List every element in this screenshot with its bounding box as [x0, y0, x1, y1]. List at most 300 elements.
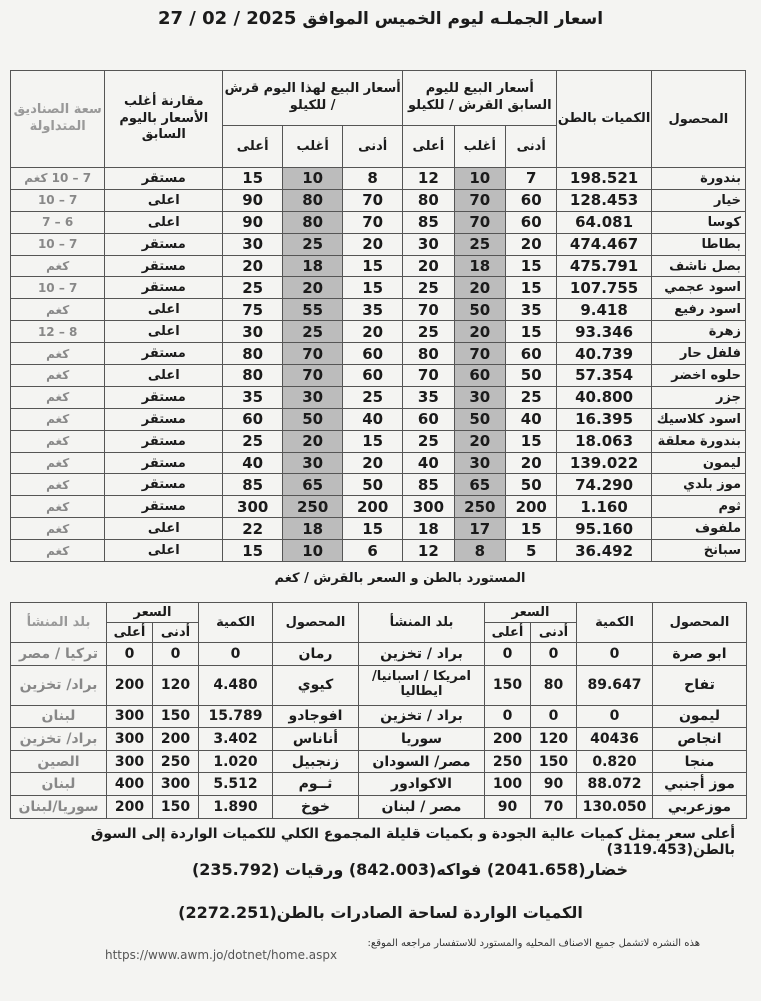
cell-t-high: 30	[223, 233, 283, 255]
cell-qty: 139.022	[557, 452, 651, 474]
cell-l-high: 300	[107, 728, 153, 751]
cell-p-high: 300	[403, 496, 454, 518]
cell-p-low: 15	[506, 255, 557, 277]
cell-r-low: 150	[531, 750, 577, 773]
cell-qty: 36.492	[557, 540, 651, 562]
cell-cmp: مستقر	[105, 386, 223, 408]
cell-t-com: 20	[283, 430, 343, 452]
title-text: اسعار الجملـه ليوم الخميس الموافق	[302, 9, 604, 29]
cell-name: فلفل حار	[651, 343, 745, 365]
cell-cmp: مستقر	[105, 277, 223, 299]
cell-box: 7 – 10	[11, 233, 105, 255]
cell-p-low: 15	[506, 430, 557, 452]
cell-r-qty: 89.647	[577, 665, 653, 705]
cell-r-high: 250	[485, 750, 531, 773]
cell-l-low: 250	[153, 750, 199, 773]
cell-r-qty: 0.820	[577, 750, 653, 773]
cell-t-low: 15	[343, 277, 403, 299]
cell-r-origin: براد / تخزين	[359, 705, 485, 728]
cell-r-name: ليمون	[653, 705, 747, 728]
cell-cmp: اعلى	[105, 518, 223, 540]
cell-p-low: 60	[506, 211, 557, 233]
table-row	[11, 518, 746, 540]
cell-qty: 107.755	[557, 277, 651, 299]
cell-r-low: 70	[531, 795, 577, 818]
cell-p-high: 35	[403, 386, 454, 408]
cell-t-com: 80	[283, 211, 343, 233]
cell-cmp: اعلى	[105, 189, 223, 211]
cell-cmp: مستقر	[105, 168, 223, 190]
cell-qty: 57.354	[557, 365, 651, 387]
cell-t-low: 40	[343, 408, 403, 430]
cell-t-low: 25	[343, 386, 403, 408]
cell-qty: 18.063	[557, 430, 651, 452]
footer-export-total: الكميات الواردة لساحة الصادرات بالطن(2272.251)	[178, 903, 583, 922]
imported-units-note: المستورد بالطن و السعر بالقرش / كغم	[274, 571, 526, 586]
header-prev-common: أغلب	[454, 126, 505, 168]
table-row	[11, 750, 747, 773]
cell-cmp: مستقر	[105, 233, 223, 255]
cell-name: جزر	[651, 386, 745, 408]
cell-p-com: 250	[454, 496, 505, 518]
cell-p-high: 25	[403, 277, 454, 299]
cell-box: كغم	[11, 474, 105, 496]
cell-r-origin: امريكا / اسبانيا/ايطاليا	[359, 665, 485, 705]
cell-cmp: مستقر	[105, 343, 223, 365]
cell-box: 7 – 10	[11, 189, 105, 211]
cell-t-low: 20	[343, 452, 403, 474]
cell-p-high: 80	[403, 189, 454, 211]
cell-l-high: 200	[107, 665, 153, 705]
fruit-header-low-r: أدنى	[531, 623, 577, 643]
cell-p-com: 70	[454, 211, 505, 233]
cell-p-high: 12	[403, 168, 454, 190]
cell-t-com: 65	[283, 474, 343, 496]
cell-qty: 93.346	[557, 321, 651, 343]
cell-l-high: 0	[107, 643, 153, 666]
cell-l-high: 300	[107, 705, 153, 728]
cell-cmp: اعلى	[105, 365, 223, 387]
header-compare: مقارنة أغلب الأسعار باليوم السابق	[105, 71, 223, 168]
cell-l-high: 200	[107, 795, 153, 818]
cell-r-qty: 130.050	[577, 795, 653, 818]
cell-box: كغم	[11, 518, 105, 540]
table-row	[11, 211, 746, 233]
cell-t-high: 90	[223, 211, 283, 233]
cell-t-com: 25	[283, 321, 343, 343]
cell-l-low: 200	[153, 728, 199, 751]
cell-t-high: 15	[223, 168, 283, 190]
cell-qty: 64.081	[557, 211, 651, 233]
cell-qty: 95.160	[557, 518, 651, 540]
cell-p-com: 17	[454, 518, 505, 540]
header-box: سعة الصناديق المتداولة	[11, 71, 105, 168]
cell-box: 7 – 10 كغم	[11, 168, 105, 190]
cell-r-high: 150	[485, 665, 531, 705]
cell-t-high: 300	[223, 496, 283, 518]
cell-l-qty: 3.402	[199, 728, 273, 751]
cell-p-com: 20	[454, 430, 505, 452]
cell-l-low: 150	[153, 795, 199, 818]
cell-box: كغم	[11, 299, 105, 321]
cell-p-high: 20	[403, 255, 454, 277]
cell-t-high: 25	[223, 277, 283, 299]
cell-r-origin: الاكوادور	[359, 773, 485, 796]
cell-p-high: 70	[403, 365, 454, 387]
cell-t-com: 50	[283, 408, 343, 430]
table-row	[11, 255, 746, 277]
cell-t-com: 20	[283, 277, 343, 299]
cell-p-low: 20	[506, 452, 557, 474]
cell-t-high: 80	[223, 365, 283, 387]
cell-p-low: 7	[506, 168, 557, 190]
cell-r-high: 200	[485, 728, 531, 751]
cell-box: 7 – 10	[11, 277, 105, 299]
cell-l-origin: سوريا/لبنان	[11, 795, 107, 818]
cell-l-origin: الصين	[11, 750, 107, 773]
cell-p-high: 60	[403, 408, 454, 430]
table-row	[11, 643, 747, 666]
cell-r-low: 80	[531, 665, 577, 705]
cell-t-high: 85	[223, 474, 283, 496]
cell-l-low: 0	[153, 643, 199, 666]
cell-r-origin: مصر/ السودان	[359, 750, 485, 773]
cell-t-low: 15	[343, 255, 403, 277]
page-title	[0, 8, 761, 29]
cell-l-name: ثــوم	[273, 773, 359, 796]
cell-p-com: 20	[454, 321, 505, 343]
cell-l-high: 400	[107, 773, 153, 796]
cell-t-com: 10	[283, 540, 343, 562]
table-row	[11, 474, 746, 496]
cell-t-com: 30	[283, 452, 343, 474]
cell-p-low: 5	[506, 540, 557, 562]
cell-t-com: 18	[283, 255, 343, 277]
cell-t-high: 90	[223, 189, 283, 211]
footer-category-totals: خضار(2041.658) فواكه(842.003) ورقيات (235.792)	[191, 860, 629, 879]
cell-t-high: 75	[223, 299, 283, 321]
table-row	[11, 233, 746, 255]
fruit-header-product-l: المحصول	[273, 603, 359, 643]
cell-qty: 16.395	[557, 408, 651, 430]
cell-qty: 40.739	[557, 343, 651, 365]
cell-qty: 475.791	[557, 255, 651, 277]
cell-l-origin: تركيا / مصر	[11, 643, 107, 666]
header-product: المحصول	[651, 71, 745, 168]
cell-l-origin: براد/ تخزين	[11, 728, 107, 751]
cell-name: موز بلدي	[651, 474, 745, 496]
fruit-price-table	[10, 602, 747, 819]
cell-t-com: 25	[283, 233, 343, 255]
header-prev-high: أعلى	[403, 126, 454, 168]
cell-l-low: 150	[153, 705, 199, 728]
cell-t-low: 200	[343, 496, 403, 518]
cell-r-high: 0	[485, 643, 531, 666]
table-row	[11, 321, 746, 343]
cell-l-qty: 4.480	[199, 665, 273, 705]
cell-name: حلوه اخضر	[651, 365, 745, 387]
table-row	[11, 343, 746, 365]
table-row	[11, 795, 747, 818]
cell-t-com: 70	[283, 343, 343, 365]
cell-cmp: مستقر	[105, 474, 223, 496]
cell-p-low: 15	[506, 277, 557, 299]
cell-box: كغم	[11, 496, 105, 518]
vegetable-price-table	[10, 70, 746, 562]
cell-p-com: 20	[454, 277, 505, 299]
cell-cmp: اعلى	[105, 211, 223, 233]
table-row	[11, 189, 746, 211]
cell-l-name: رمان	[273, 643, 359, 666]
cell-t-low: 15	[343, 518, 403, 540]
cell-l-qty: 0	[199, 643, 273, 666]
cell-qty: 474.467	[557, 233, 651, 255]
cell-l-qty: 1.020	[199, 750, 273, 773]
table-row	[11, 728, 747, 751]
cell-r-qty: 40436	[577, 728, 653, 751]
cell-name: اسود عجمي	[651, 277, 745, 299]
cell-t-low: 20	[343, 321, 403, 343]
cell-r-name: موزعربي	[653, 795, 747, 818]
cell-box: كغم	[11, 343, 105, 365]
cell-qty: 128.453	[557, 189, 651, 211]
cell-l-qty: 1.890	[199, 795, 273, 818]
cell-cmp: مستقر	[105, 430, 223, 452]
cell-t-low: 6	[343, 540, 403, 562]
cell-name: سبانخ	[651, 540, 745, 562]
cell-t-high: 30	[223, 321, 283, 343]
cell-r-name: موز أجنبي	[653, 773, 747, 796]
cell-p-high: 25	[403, 321, 454, 343]
cell-p-com: 50	[454, 299, 505, 321]
cell-p-com: 70	[454, 189, 505, 211]
cell-p-high: 80	[403, 343, 454, 365]
cell-l-name: زنجبيل	[273, 750, 359, 773]
cell-t-high: 80	[223, 343, 283, 365]
cell-t-high: 40	[223, 452, 283, 474]
cell-name: كوسا	[651, 211, 745, 233]
cell-l-origin: براد/ تخزين	[11, 665, 107, 705]
cell-t-high: 60	[223, 408, 283, 430]
cell-l-origin: لبنان	[11, 773, 107, 796]
cell-t-low: 70	[343, 211, 403, 233]
header-today-common: أغلب	[283, 126, 343, 168]
cell-l-name: أناناس	[273, 728, 359, 751]
footer-disclaimer: هذه النشره لاتشمل جميع الاصناف المحليه والمستورد للاستفسار مراجعه الموقع:	[367, 938, 700, 949]
cell-l-name: افوجادو	[273, 705, 359, 728]
cell-p-com: 70	[454, 343, 505, 365]
fruit-header-price-r: السعر	[485, 603, 577, 623]
cell-t-low: 60	[343, 365, 403, 387]
cell-box: كغم	[11, 452, 105, 474]
cell-t-low: 70	[343, 189, 403, 211]
cell-name: بندورة معلقة	[651, 430, 745, 452]
fruit-header-qty-r: الكمية	[577, 603, 653, 643]
cell-t-com: 70	[283, 365, 343, 387]
fruit-header-low-l: أدنى	[153, 623, 199, 643]
cell-p-high: 85	[403, 474, 454, 496]
header-quantity: الكميات بالطن	[557, 71, 651, 168]
cell-r-qty: 88.072	[577, 773, 653, 796]
header-today-high: أعلى	[223, 126, 283, 168]
title-date: 2025 / 02 / 27	[157, 8, 297, 29]
cell-r-origin: مصر / لبنان	[359, 795, 485, 818]
cell-cmp: مستقر	[105, 452, 223, 474]
cell-box: كغم	[11, 430, 105, 452]
header-prev-prices: أسعار البيع لليوم السابق القرش / للكيلو	[403, 71, 557, 126]
cell-p-high: 12	[403, 540, 454, 562]
cell-p-com: 10	[454, 168, 505, 190]
cell-name: اسود كلاسيك	[651, 408, 745, 430]
cell-cmp: اعلى	[105, 321, 223, 343]
cell-name: ملفوف	[651, 518, 745, 540]
table-row	[11, 408, 746, 430]
cell-r-high: 100	[485, 773, 531, 796]
cell-l-name: كيوي	[273, 665, 359, 705]
fruit-header-origin-l: بلد المنشأ	[11, 603, 107, 643]
table-row	[11, 496, 746, 518]
cell-p-com: 65	[454, 474, 505, 496]
fruit-header-high-l: أعلى	[107, 623, 153, 643]
cell-p-com: 25	[454, 233, 505, 255]
cell-r-low: 0	[531, 705, 577, 728]
cell-p-high: 70	[403, 299, 454, 321]
cell-name: بصل ناشف	[651, 255, 745, 277]
fruit-header-high-r: أعلى	[485, 623, 531, 643]
table-row	[11, 277, 746, 299]
cell-cmp: مستقر	[105, 255, 223, 277]
fruit-header-product-r: المحصول	[653, 603, 747, 643]
table-row	[11, 430, 746, 452]
cell-t-com: 250	[283, 496, 343, 518]
cell-r-high: 90	[485, 795, 531, 818]
cell-r-name: تفاح	[653, 665, 747, 705]
cell-name: ليمون	[651, 452, 745, 474]
cell-p-com: 18	[454, 255, 505, 277]
cell-t-com: 55	[283, 299, 343, 321]
cell-l-low: 300	[153, 773, 199, 796]
cell-t-high: 25	[223, 430, 283, 452]
table-row	[11, 705, 747, 728]
cell-t-com: 30	[283, 386, 343, 408]
cell-p-com: 60	[454, 365, 505, 387]
cell-t-low: 15	[343, 430, 403, 452]
table-row	[11, 386, 746, 408]
cell-r-name: ابو صرة	[653, 643, 747, 666]
cell-l-high: 300	[107, 750, 153, 773]
cell-p-low: 15	[506, 518, 557, 540]
cell-name: زهرة	[651, 321, 745, 343]
cell-p-low: 15	[506, 321, 557, 343]
cell-box: كغم	[11, 386, 105, 408]
cell-l-qty: 15.789	[199, 705, 273, 728]
cell-qty: 198.521	[557, 168, 651, 190]
cell-t-low: 50	[343, 474, 403, 496]
table-row	[11, 665, 747, 705]
cell-p-high: 85	[403, 211, 454, 233]
fruit-header-origin-r: بلد المنشأ	[359, 603, 485, 643]
table-row	[11, 773, 747, 796]
cell-t-com: 18	[283, 518, 343, 540]
cell-qty: 1.160	[557, 496, 651, 518]
cell-r-low: 120	[531, 728, 577, 751]
fruit-header-price-l: السعر	[107, 603, 199, 623]
cell-p-high: 40	[403, 452, 454, 474]
cell-cmp: اعلى	[105, 540, 223, 562]
cell-t-low: 60	[343, 343, 403, 365]
cell-name: ثوم	[651, 496, 745, 518]
footer-website-link[interactable]: https://www.awm.jo/dotnet/home.aspx	[105, 948, 338, 962]
cell-box: 8 – 12	[11, 321, 105, 343]
cell-t-high: 20	[223, 255, 283, 277]
cell-t-com: 80	[283, 189, 343, 211]
cell-qty: 74.290	[557, 474, 651, 496]
cell-t-high: 15	[223, 540, 283, 562]
cell-name: بطاطا	[651, 233, 745, 255]
cell-p-high: 25	[403, 430, 454, 452]
cell-p-low: 50	[506, 365, 557, 387]
cell-cmp: مستقر	[105, 408, 223, 430]
cell-r-low: 0	[531, 643, 577, 666]
cell-box: كغم	[11, 408, 105, 430]
cell-t-low: 8	[343, 168, 403, 190]
header-today-prices: أسعار البيع لهذا اليوم قرش / للكيلو	[223, 71, 403, 126]
cell-r-origin: براد / تخزين	[359, 643, 485, 666]
cell-t-low: 35	[343, 299, 403, 321]
footer-total-note: أعلى سعر يمثل كميات عالية الجودة و بكميات قليلة المجموع الكلي للكميات الواردة إلى السوق بالطن(3119.453)	[90, 826, 735, 858]
cell-r-qty: 0	[577, 705, 653, 728]
cell-box: كغم	[11, 540, 105, 562]
cell-r-qty: 0	[577, 643, 653, 666]
cell-qty: 9.418	[557, 299, 651, 321]
table-row	[11, 365, 746, 387]
cell-p-com: 50	[454, 408, 505, 430]
cell-l-origin: لبنان	[11, 705, 107, 728]
cell-p-com: 30	[454, 452, 505, 474]
cell-name: اسود رفيع	[651, 299, 745, 321]
cell-p-low: 40	[506, 408, 557, 430]
cell-box: كغم	[11, 255, 105, 277]
header-today-low: أدنى	[343, 126, 403, 168]
cell-p-low: 60	[506, 343, 557, 365]
cell-cmp: مستقر	[105, 496, 223, 518]
table-row	[11, 540, 746, 562]
cell-p-high: 18	[403, 518, 454, 540]
table-row	[11, 299, 746, 321]
cell-name: خيار	[651, 189, 745, 211]
cell-p-low: 50	[506, 474, 557, 496]
cell-name: بندورة	[651, 168, 745, 190]
cell-p-com: 30	[454, 386, 505, 408]
cell-p-high: 30	[403, 233, 454, 255]
cell-r-origin: سوريا	[359, 728, 485, 751]
cell-p-low: 35	[506, 299, 557, 321]
cell-qty: 40.800	[557, 386, 651, 408]
cell-p-low: 60	[506, 189, 557, 211]
cell-p-low: 20	[506, 233, 557, 255]
cell-l-qty: 5.512	[199, 773, 273, 796]
cell-t-com: 10	[283, 168, 343, 190]
header-prev-low: أدنى	[506, 126, 557, 168]
cell-t-high: 22	[223, 518, 283, 540]
cell-r-name: انجاص	[653, 728, 747, 751]
cell-r-high: 0	[485, 705, 531, 728]
cell-p-com: 8	[454, 540, 505, 562]
cell-p-low: 200	[506, 496, 557, 518]
cell-box: كغم	[11, 365, 105, 387]
cell-l-low: 120	[153, 665, 199, 705]
table-row	[11, 168, 746, 190]
